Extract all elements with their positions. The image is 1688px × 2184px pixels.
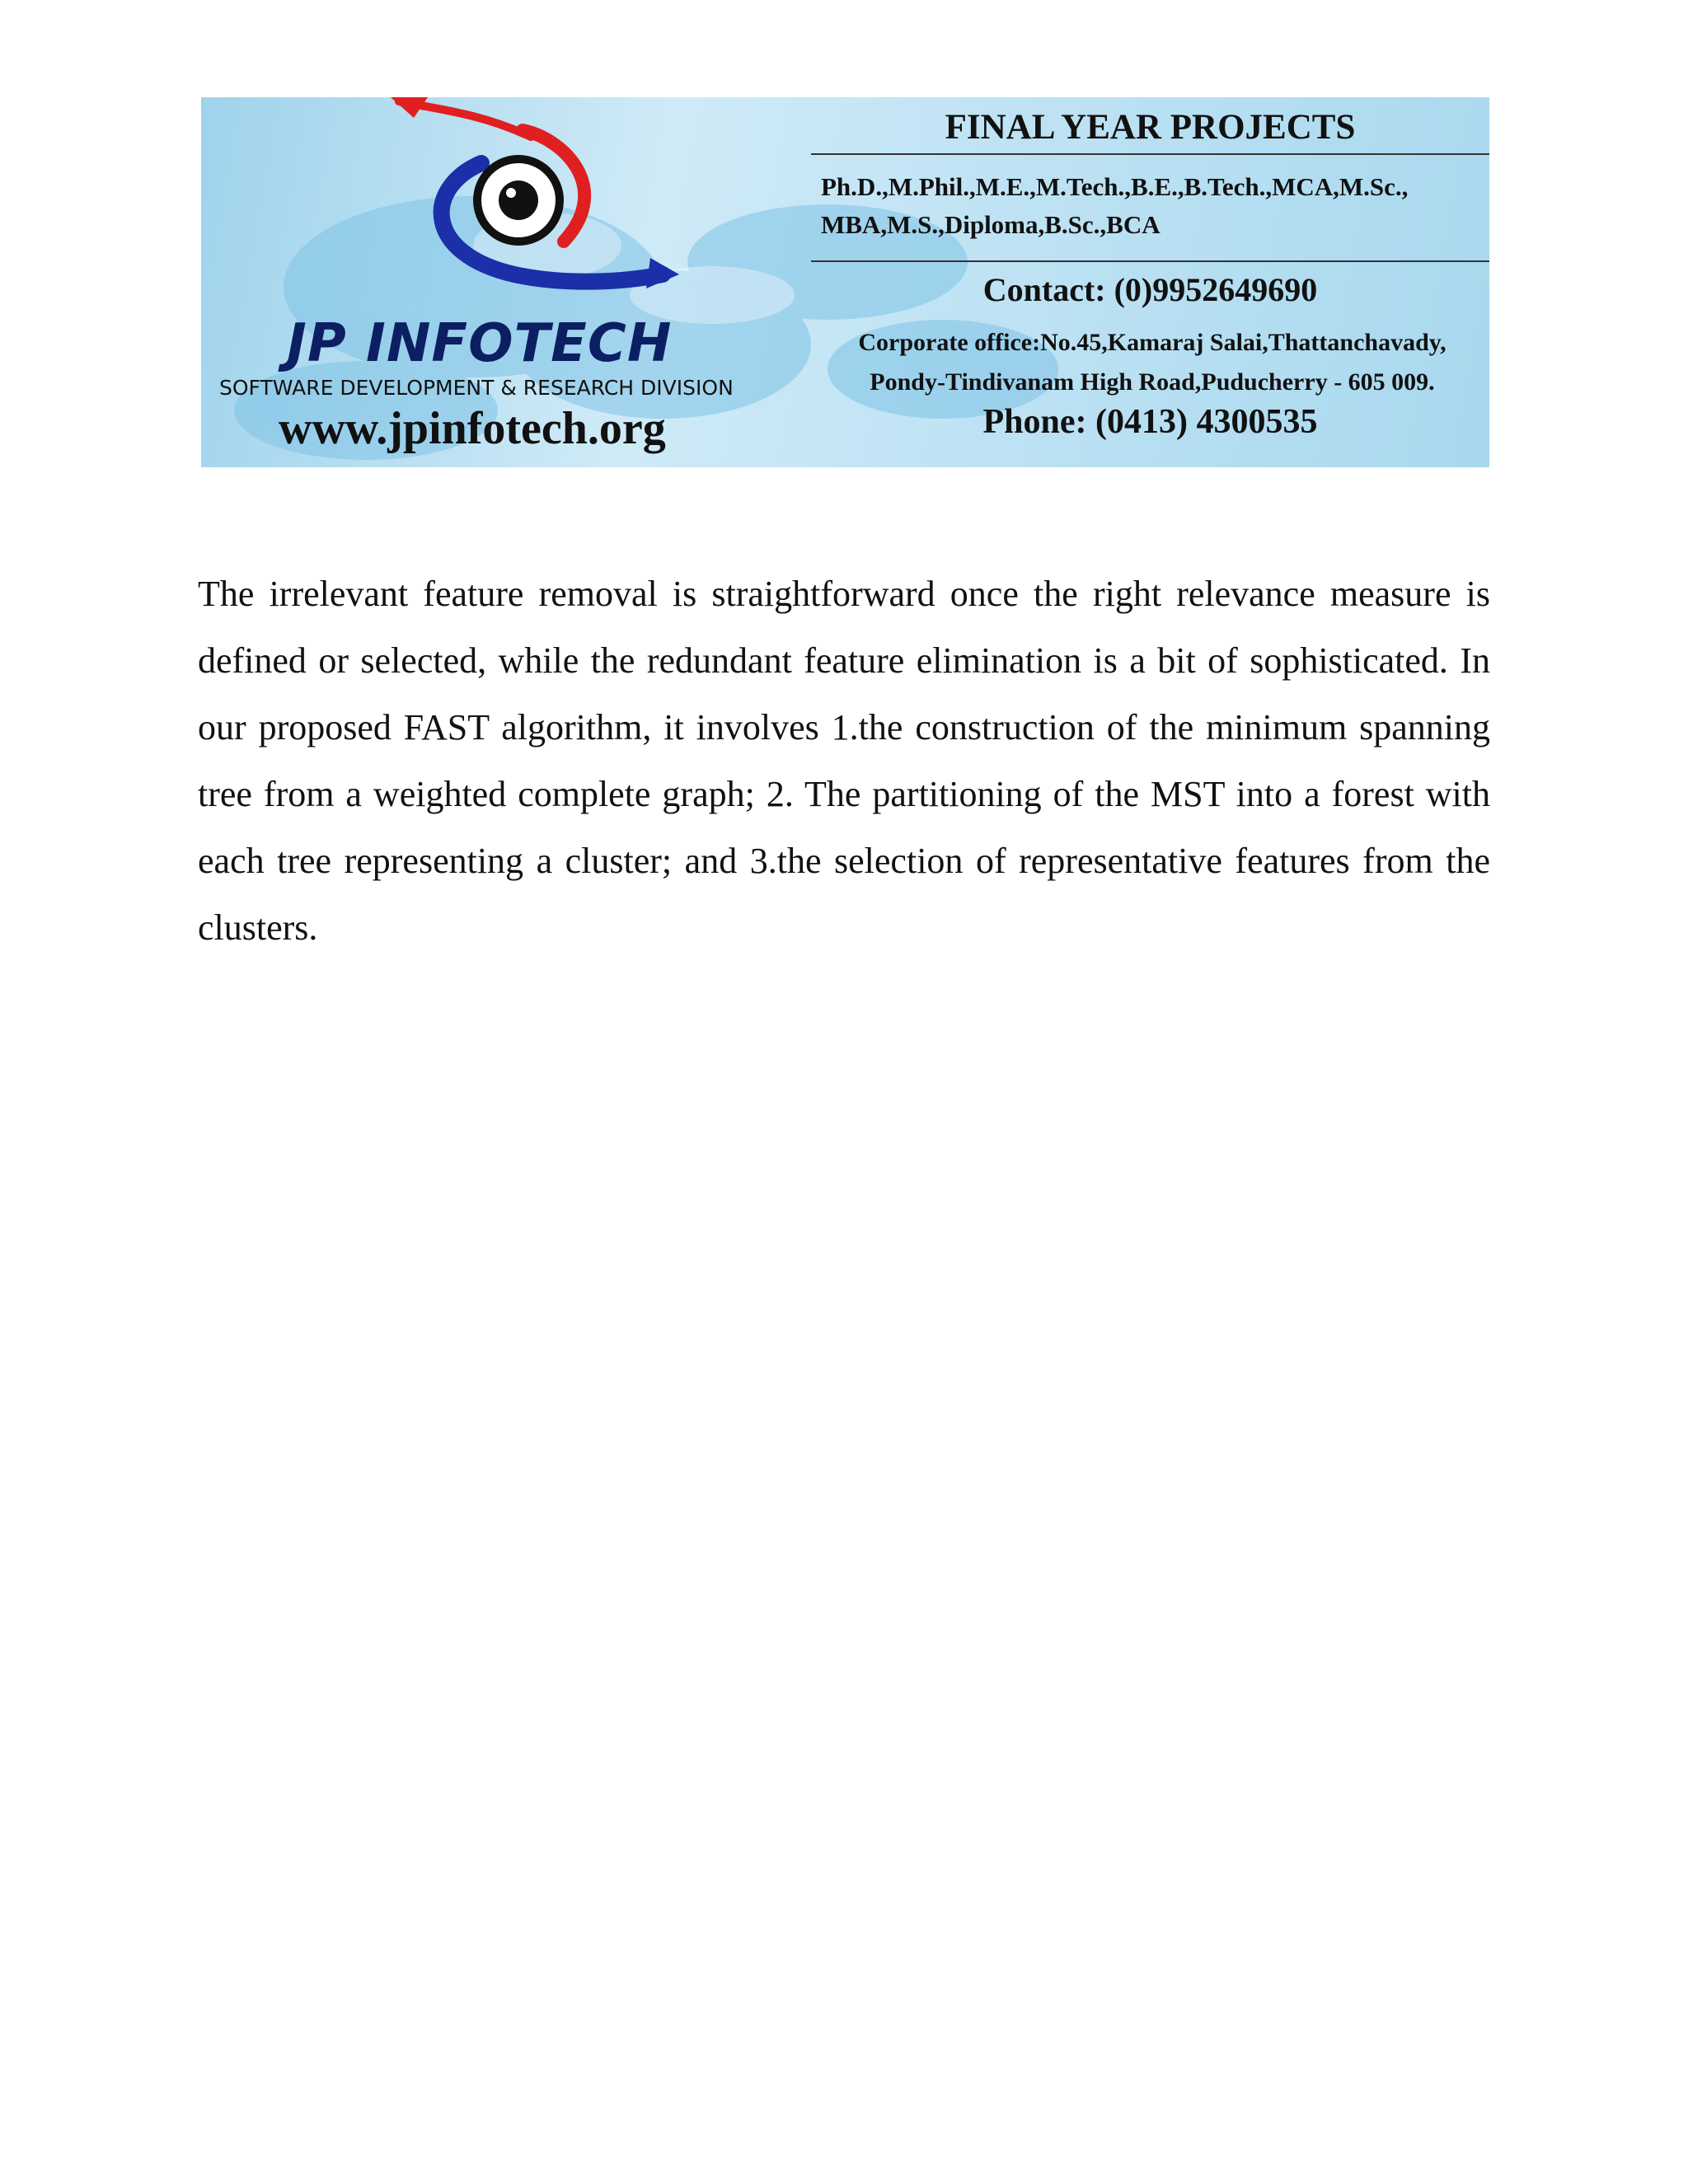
address-line-2: Pondy-Tindivanam High Road,Puducherry - 605 009. <box>870 368 1435 396</box>
header-banner <box>201 97 1489 467</box>
address-line-1: Corporate office:No.45,Kamaraj Salai,Thattanchavady, <box>858 329 1447 356</box>
divider <box>811 153 1489 155</box>
degrees-list <box>821 168 1480 244</box>
degrees-line-2: MBA,M.S.,Diploma,B.Sc.,BCA <box>821 210 1160 239</box>
brand-division: SOFTWARE DEVELOPMENT & RESEARCH DIVISION <box>219 376 734 400</box>
website-link[interactable]: www.jpinfotech.org <box>279 403 666 454</box>
phone-number: Phone: (0413) 4300535 <box>982 403 1318 441</box>
brand-name: JP INFOTECH <box>287 313 673 374</box>
office-address <box>818 323 1487 402</box>
divider <box>811 260 1489 262</box>
banner-title: FINAL YEAR PROJECTS <box>945 108 1356 147</box>
contact-number: Contact: (0)9952649690 <box>982 271 1318 308</box>
degrees-line-1: Ph.D.,M.Phil.,M.E.,M.Tech.,B.E.,B.Tech.,MCA,M.Sc., <box>821 172 1409 201</box>
body-paragraph: The irrelevant feature removal is straightforward once the right relevance measure is defined or selected, while the redundant feature elimination is a bit of sophisticated. In our proposed FAST algorithm, it involves 1.the construction of the minimum spanning tree from a weighted complete graph; 2. The partitioning of the MST into a forest with each tree representing a cluster; and 3.the selection of representative features from the clusters. <box>198 574 1490 948</box>
eye-target-logo-icon <box>316 97 712 312</box>
banner-info-panel <box>811 97 1489 467</box>
